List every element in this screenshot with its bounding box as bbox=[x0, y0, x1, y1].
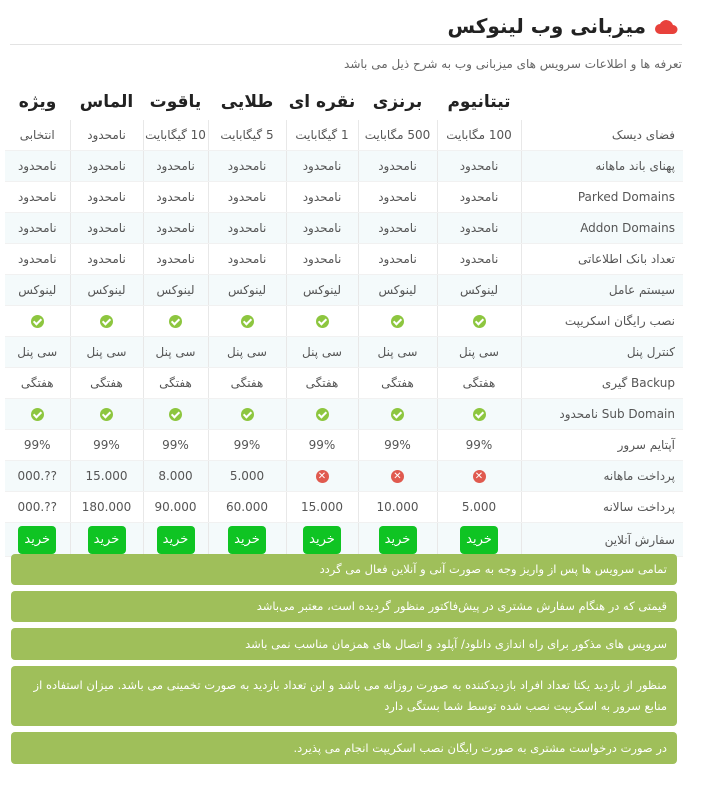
buy-button[interactable]: خرید bbox=[18, 526, 56, 554]
feature-value-cell: لینوکس bbox=[5, 275, 70, 306]
feature-value-cell: نامحدود bbox=[208, 213, 286, 244]
check-icon bbox=[316, 315, 329, 328]
feature-label: پرداخت ماهانه bbox=[521, 461, 683, 492]
feature-value-cell: نامحدود bbox=[358, 151, 437, 182]
check-icon bbox=[473, 408, 486, 421]
feature-value-cell bbox=[286, 399, 358, 430]
feature-value-cell: نامحدود bbox=[208, 182, 286, 213]
plan-header-row bbox=[5, 84, 683, 120]
page-header bbox=[10, 8, 682, 45]
feature-value-cell: نامحدود bbox=[358, 244, 437, 275]
feature-value-cell: نامحدود bbox=[143, 182, 208, 213]
feature-label: کنترل پنل bbox=[521, 337, 683, 368]
table-row bbox=[5, 120, 683, 151]
feature-label: پرداخت سالانه bbox=[521, 492, 683, 523]
feature-value-cell: 99% bbox=[358, 430, 437, 461]
feature-value-cell: هفتگی bbox=[437, 368, 521, 399]
feature-value-cell: لینوکس bbox=[437, 275, 521, 306]
feature-value-cell: 99% bbox=[70, 430, 143, 461]
feature-value-cell: 8.000 bbox=[143, 461, 208, 492]
info-note: قیمتی که در هنگام سفارش مشتری در پیش‌فاکتور منظور گردیده است، معتبر می‌باشد bbox=[11, 591, 677, 622]
feature-value-cell: 1 گیگابایت bbox=[286, 120, 358, 151]
buy-button[interactable]: خرید bbox=[88, 526, 126, 554]
feature-value-cell: نامحدود bbox=[208, 151, 286, 182]
feature-value-cell bbox=[358, 306, 437, 337]
table-row bbox=[5, 492, 683, 523]
feature-value-cell bbox=[5, 399, 70, 430]
feature-label: نصب رایگان اسکریپت bbox=[521, 306, 683, 337]
feature-value-cell bbox=[358, 461, 437, 492]
feature-value-cell: 180.000 bbox=[70, 492, 143, 523]
check-icon bbox=[316, 408, 329, 421]
feature-value-cell: 99% bbox=[5, 430, 70, 461]
empty-header-cell bbox=[521, 84, 683, 120]
feature-value-cell: 500 مگابایت bbox=[358, 120, 437, 151]
plan-name-header: تیتانیوم bbox=[447, 92, 511, 112]
feature-value-cell: سی پنل bbox=[70, 337, 143, 368]
feature-value-cell: سی پنل bbox=[5, 337, 70, 368]
feature-value-cell: 99% bbox=[437, 430, 521, 461]
check-icon bbox=[473, 315, 486, 328]
feature-value-cell: سی پنل bbox=[358, 337, 437, 368]
buy-button[interactable]: خرید bbox=[460, 526, 498, 554]
feature-value-cell: نامحدود bbox=[70, 120, 143, 151]
plan-name-header: ویژه bbox=[18, 92, 57, 112]
feature-value-cell: 60.000 bbox=[208, 492, 286, 523]
feature-value-cell: سی پنل bbox=[437, 337, 521, 368]
table-row bbox=[5, 275, 683, 306]
info-note: در صورت درخواست مشتری به صورت رایگان نصب اسکریپت انجام می پذیرد. bbox=[11, 732, 677, 764]
feature-value-cell bbox=[286, 461, 358, 492]
cross-icon: ✕ bbox=[473, 470, 486, 483]
feature-value-cell: ??.000 bbox=[5, 492, 70, 523]
feature-label: Backup گیری bbox=[521, 368, 683, 399]
feature-value-cell: نامحدود bbox=[286, 182, 358, 213]
feature-value-cell: 99% bbox=[143, 430, 208, 461]
feature-value-cell: هفتگی bbox=[70, 368, 143, 399]
plan-name-header: برنزی bbox=[372, 92, 423, 112]
order-cell bbox=[208, 523, 286, 557]
feature-value-cell: 5 گیگابایت bbox=[208, 120, 286, 151]
feature-value-cell: نامحدود bbox=[5, 182, 70, 213]
feature-value-cell: نامحدود bbox=[437, 151, 521, 182]
table-row bbox=[5, 244, 683, 275]
feature-value-cell: 99% bbox=[208, 430, 286, 461]
table-row bbox=[5, 430, 683, 461]
table-row bbox=[5, 461, 683, 492]
check-icon bbox=[391, 408, 404, 421]
buy-button[interactable]: خرید bbox=[303, 526, 341, 554]
feature-value-cell bbox=[437, 461, 521, 492]
feature-value-cell: 10 گیگابایت bbox=[143, 120, 208, 151]
feature-value-cell: نامحدود bbox=[358, 213, 437, 244]
cross-icon: ✕ bbox=[391, 470, 404, 483]
plan-name-header: نقره ای bbox=[288, 92, 356, 112]
feature-value-cell: نامحدود bbox=[5, 244, 70, 275]
feature-value-cell: نامحدود bbox=[208, 244, 286, 275]
feature-value-cell: نامحدود bbox=[358, 182, 437, 213]
feature-value-cell: نامحدود bbox=[286, 244, 358, 275]
order-cell bbox=[286, 523, 358, 557]
feature-value-cell: 99% bbox=[286, 430, 358, 461]
feature-value-cell: لینوکس bbox=[70, 275, 143, 306]
page-subtitle: تعرفه ها و اطلاعات سرویس های میزبانی وب به شرح ذیل می باشد bbox=[344, 57, 682, 71]
feature-value-cell: نامحدود bbox=[143, 213, 208, 244]
feature-value-cell: سی پنل bbox=[208, 337, 286, 368]
feature-value-cell bbox=[208, 306, 286, 337]
feature-value-cell: انتخابی bbox=[5, 120, 70, 151]
feature-label: آپتایم سرور bbox=[521, 430, 683, 461]
feature-label: تعداد بانک اطلاعاتی bbox=[521, 244, 683, 275]
order-cell bbox=[437, 523, 521, 557]
page-title: میزبانی وب لینوکس bbox=[447, 14, 646, 38]
feature-value-cell bbox=[437, 306, 521, 337]
feature-label: فضای دیسک bbox=[521, 120, 683, 151]
feature-value-cell: لینوکس bbox=[358, 275, 437, 306]
plan-name-header: الماس bbox=[79, 92, 134, 112]
feature-value-cell: نامحدود bbox=[70, 151, 143, 182]
feature-value-cell: نامحدود bbox=[70, 182, 143, 213]
feature-value-cell bbox=[437, 399, 521, 430]
pricing-table bbox=[5, 84, 683, 557]
info-note: سرویس های مذکور برای راه اندازی دانلود/ آپلود و اتصال های همزمان مناسب نمی باشد bbox=[11, 628, 677, 660]
buy-button[interactable]: خرید bbox=[379, 526, 417, 554]
buy-button[interactable]: خرید bbox=[228, 526, 266, 554]
feature-value-cell bbox=[208, 399, 286, 430]
feature-value-cell bbox=[143, 306, 208, 337]
feature-label: Sub Domain نامحدود bbox=[521, 399, 683, 430]
notes-list bbox=[11, 554, 677, 770]
feature-value-cell: لینوکس bbox=[208, 275, 286, 306]
feature-label: پهنای باند ماهانه bbox=[521, 151, 683, 182]
feature-value-cell: هفتگی bbox=[358, 368, 437, 399]
order-cell bbox=[358, 523, 437, 557]
feature-value-cell: نامحدود bbox=[286, 151, 358, 182]
order-row bbox=[5, 523, 683, 557]
cross-icon: ✕ bbox=[316, 470, 329, 483]
feature-value-cell: نامحدود bbox=[143, 244, 208, 275]
order-cell bbox=[143, 523, 208, 557]
feature-value-cell: 90.000 bbox=[143, 492, 208, 523]
check-icon bbox=[31, 408, 44, 421]
table-row bbox=[5, 368, 683, 399]
feature-value-cell: 15.000 bbox=[286, 492, 358, 523]
feature-label: Parked Domains bbox=[521, 182, 683, 213]
feature-value-cell: 10.000 bbox=[358, 492, 437, 523]
feature-value-cell bbox=[358, 399, 437, 430]
feature-value-cell: 5.000 bbox=[437, 492, 521, 523]
feature-label: Addon Domains bbox=[521, 213, 683, 244]
feature-value-cell: 100 مگابایت bbox=[437, 120, 521, 151]
feature-value-cell: نامحدود bbox=[5, 213, 70, 244]
feature-value-cell: هفتگی bbox=[5, 368, 70, 399]
order-cell bbox=[5, 523, 70, 557]
feature-value-cell: نامحدود bbox=[286, 213, 358, 244]
plan-name-header: یاقوت bbox=[149, 92, 202, 112]
buy-button[interactable]: خرید bbox=[157, 526, 195, 554]
table-row bbox=[5, 306, 683, 337]
info-note: منظور از بازدید یکتا تعداد افراد بازدیدکننده به صورت روزانه می باشد و این تعداد بازدید به صورت تخمینی می باشد. میزان استفاده از منابع سرور به اسکریپت نصب شده توسط شما بستگی دارد bbox=[11, 666, 677, 726]
feature-value-cell: ??.000 bbox=[5, 461, 70, 492]
feature-value-cell: نامحدود bbox=[437, 244, 521, 275]
feature-value-cell: لینوکس bbox=[143, 275, 208, 306]
check-icon bbox=[100, 315, 113, 328]
feature-value-cell: نامحدود bbox=[70, 244, 143, 275]
feature-value-cell bbox=[286, 306, 358, 337]
table-row bbox=[5, 337, 683, 368]
feature-value-cell: نامحدود bbox=[5, 151, 70, 182]
feature-value-cell bbox=[143, 399, 208, 430]
feature-value-cell: نامحدود bbox=[143, 151, 208, 182]
feature-value-cell: هفتگی bbox=[208, 368, 286, 399]
check-icon bbox=[169, 408, 182, 421]
cloud-icon bbox=[654, 17, 678, 35]
feature-label: سیستم عامل bbox=[521, 275, 683, 306]
feature-value-cell: 15.000 bbox=[70, 461, 143, 492]
order-cell bbox=[70, 523, 143, 557]
feature-value-cell: لینوکس bbox=[286, 275, 358, 306]
feature-value-cell: هفتگی bbox=[286, 368, 358, 399]
check-icon bbox=[391, 315, 404, 328]
table-row bbox=[5, 182, 683, 213]
plan-name-header: طلایی bbox=[220, 92, 274, 112]
feature-value-cell: هفتگی bbox=[143, 368, 208, 399]
check-icon bbox=[31, 315, 44, 328]
check-icon bbox=[241, 315, 254, 328]
feature-value-cell: نامحدود bbox=[437, 182, 521, 213]
info-note: تمامی سرویس ها پس از واریز وجه به صورت آنی و آنلاین فعال می گردد bbox=[11, 554, 677, 585]
feature-value-cell: سی پنل bbox=[143, 337, 208, 368]
check-icon bbox=[241, 408, 254, 421]
feature-value-cell bbox=[70, 399, 143, 430]
feature-value-cell: سی پنل bbox=[286, 337, 358, 368]
order-label: سفارش آنلاین bbox=[521, 523, 683, 557]
check-icon bbox=[100, 408, 113, 421]
table-row bbox=[5, 213, 683, 244]
feature-value-cell: نامحدود bbox=[70, 213, 143, 244]
feature-value-cell bbox=[70, 306, 143, 337]
table-row bbox=[5, 151, 683, 182]
table-row bbox=[5, 399, 683, 430]
feature-value-cell: نامحدود bbox=[437, 213, 521, 244]
check-icon bbox=[169, 315, 182, 328]
feature-value-cell: 5.000 bbox=[208, 461, 286, 492]
feature-value-cell bbox=[5, 306, 70, 337]
